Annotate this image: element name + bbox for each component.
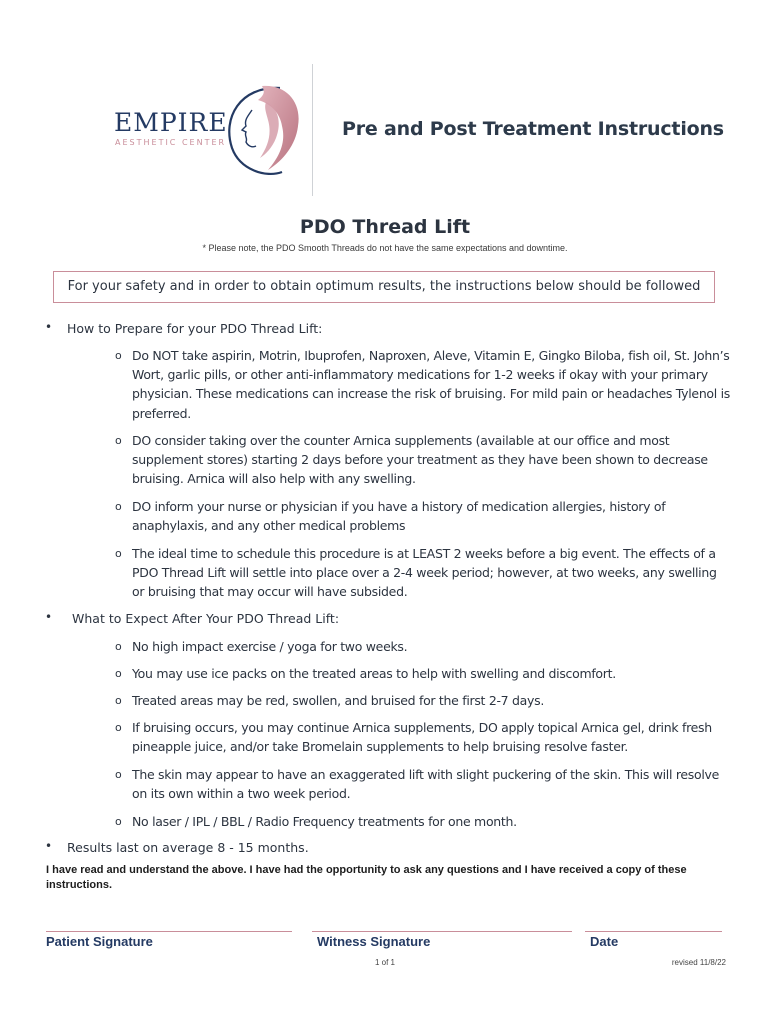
date-signature-line[interactable] [585, 931, 722, 932]
header-divider [312, 64, 313, 196]
section-heading-results: Results last on average 8 - 15 months. [67, 840, 309, 855]
bullet-icon: • [45, 839, 53, 853]
list-item-text: No high impact exercise / yoga for two weeks. [132, 639, 408, 654]
witness-signature-line[interactable] [312, 931, 572, 932]
circle-bullet-icon: o [115, 349, 122, 362]
page-number: 1 of 1 [374, 958, 395, 967]
empire-logo [112, 82, 302, 178]
bullet-icon: • [45, 320, 53, 334]
circle-bullet-icon: o [115, 721, 122, 734]
list-item-text: Do NOT take aspirin, Motrin, Ibuprofen, Naproxen, Aleve, Vitamin E, Gingko Biloba, fish oil, St. John’s Wort, garlic pills, or other anti-inflammatory medications for 1-2 weeks if okay with your primary physician. These medications can increase the risk of bruising. For mild pain or headaches Tylenol is preferred. [132, 348, 731, 421]
list-item-text: The ideal time to schedule this procedure is at LEAST 2 weeks before a big event. The effects of a PDO Thread Lift will settle into place over a 2-4 week period; however, at two weeks, any swelling or bruising that may occur will have subsided. [132, 546, 717, 600]
patient-signature-line[interactable] [46, 931, 292, 932]
list-item-text: If bruising occurs, you may continue Arnica supplements, DO apply topical Arnica gel, drink fresh pineapple juice, and/or take Bromelain supplements to help bruising resolve faster. [132, 720, 712, 755]
circle-bullet-icon: o [115, 768, 122, 781]
section-heading-prepare: How to Prepare for your PDO Thread Lift: [67, 321, 323, 336]
list-item-text: DO consider taking over the counter Arnica supplements (available at our office and most supplement stores) starting 2 days before your treatment as they have been shown to decrease bruising. Arnica will also help with any swelling. [132, 433, 708, 487]
list-item-text: No laser / IPL / BBL / Radio Frequency treatments for one month. [132, 814, 517, 829]
list-item-text: Treated areas may be red, swollen, and bruised for the first 2-7 days. [132, 693, 544, 708]
bullet-icon: • [45, 610, 53, 624]
list-item-text: DO inform your nurse or physician if you have a history of medication allergies, history of anaphylaxis, and any other medical problems [132, 499, 666, 534]
section-heading-expect: What to Expect After Your PDO Thread Lift: [72, 611, 340, 626]
circle-bullet-icon: o [115, 815, 122, 828]
witness-signature-label: Witness Signature [317, 934, 431, 949]
safety-notice-box: For your safety and in order to obtain optimum results, the instructions below should be followed [53, 271, 715, 303]
acknowledgement-text: I have read and understand the above. I have had the opportunity to ask any questions and I have received a copy of these instructions. [46, 864, 687, 891]
circle-bullet-icon: o [115, 667, 122, 680]
woman-profile-icon [222, 82, 304, 178]
circle-bullet-icon: o [115, 434, 122, 447]
date-label: Date [590, 934, 619, 949]
logo-tagline: AESTHETIC CENTER [115, 138, 227, 147]
page-heading: Pre and Post Treatment Instructions [342, 118, 724, 140]
document-title: PDO Thread Lift [299, 216, 471, 238]
logo-wordmark: EMPIRE [114, 108, 228, 137]
revision-date: revised 11/8/22 [671, 958, 726, 967]
circle-bullet-icon: o [115, 694, 122, 707]
list-item-text: The skin may appear to have an exaggerated lift with slight puckering of the skin. This will resolve on its own within a two week period. [132, 767, 719, 802]
circle-bullet-icon: o [115, 640, 122, 653]
threads-note: * Please note, the PDO Smooth Threads do not have the same expectations and downtime. [202, 243, 568, 253]
circle-bullet-icon: o [115, 500, 122, 513]
list-item-text: You may use ice packs on the treated areas to help with swelling and discomfort. [132, 666, 616, 681]
patient-signature-label: Patient Signature [46, 934, 153, 949]
circle-bullet-icon: o [115, 547, 122, 560]
